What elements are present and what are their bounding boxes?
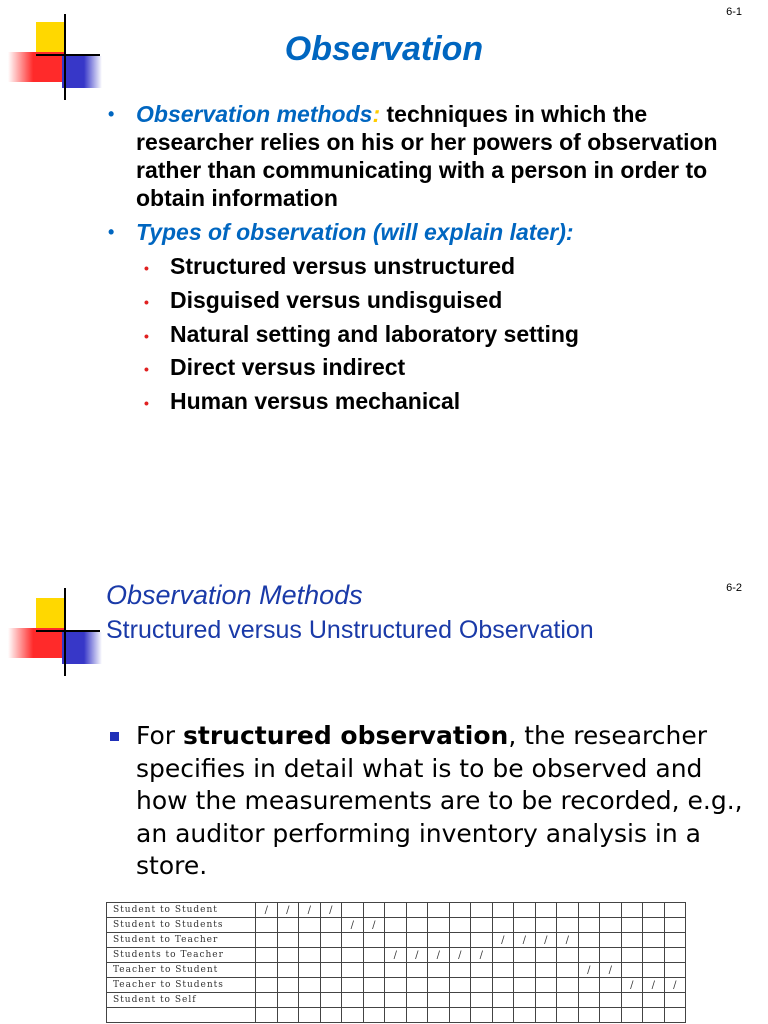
tally-cell	[277, 918, 299, 933]
tally-cell	[664, 948, 686, 963]
tally-cell: /	[514, 933, 536, 948]
tally-cell: /	[385, 948, 407, 963]
tally-cell	[428, 978, 450, 993]
table-row	[107, 903, 686, 918]
tally-cell	[535, 903, 557, 918]
tally-cell	[621, 963, 643, 978]
tally-cell: /	[621, 978, 643, 993]
tally-cell	[578, 993, 600, 1008]
tally-cell	[578, 918, 600, 933]
tally-cell	[256, 948, 278, 963]
sub-bullet-text: Human versus mechanical	[170, 388, 461, 415]
tally-cell	[557, 1008, 579, 1023]
tally-cell	[342, 903, 364, 918]
tally-cell	[557, 993, 579, 1008]
tally-cell	[578, 903, 600, 918]
tally-cell	[385, 903, 407, 918]
tally-cell: /	[428, 948, 450, 963]
sub-bullet-dot-icon: •	[144, 361, 149, 378]
tally-cell	[385, 993, 407, 1008]
tally-cell	[320, 933, 342, 948]
tally-cell	[643, 903, 665, 918]
tally-cell	[320, 948, 342, 963]
tally-cell: /	[449, 948, 471, 963]
tally-cell: /	[256, 903, 278, 918]
row-label: Student to Self	[107, 993, 256, 1008]
tally-cell	[600, 933, 622, 948]
tally-cell	[342, 1008, 364, 1023]
tally-cell	[277, 1008, 299, 1023]
bullet-structured-observation	[108, 720, 758, 883]
tally-cell	[535, 918, 557, 933]
bullet-text-pre: For	[136, 721, 184, 750]
tally-cell	[320, 978, 342, 993]
tally-cell	[557, 903, 579, 918]
tally-cell	[492, 948, 514, 963]
sub-bullet	[108, 252, 728, 280]
tally-cell	[299, 918, 321, 933]
tally-cell	[471, 993, 493, 1008]
tally-cell	[449, 933, 471, 948]
row-label	[107, 1008, 256, 1023]
tally-cell	[449, 903, 471, 918]
tally-cell	[643, 963, 665, 978]
sub-bullet-text: Natural setting and laboratory setting	[170, 320, 579, 347]
bullet-text-bold: structured observation	[183, 721, 509, 750]
tally-cell	[299, 963, 321, 978]
tally-cell: /	[363, 918, 385, 933]
tally-cell	[363, 993, 385, 1008]
tally-cell	[363, 963, 385, 978]
tally-cell	[342, 963, 364, 978]
sub-bullet	[108, 286, 728, 314]
sub-bullet-text: Direct versus indirect	[170, 354, 406, 381]
sub-bullet-dot-icon: •	[144, 293, 149, 310]
tally-cell	[406, 978, 428, 993]
tally-cell	[535, 978, 557, 993]
tally-cell	[428, 933, 450, 948]
tally-cell	[471, 963, 493, 978]
table-row	[107, 948, 686, 963]
tally-cell	[643, 993, 665, 1008]
tally-cell	[492, 1008, 514, 1023]
tally-cell	[664, 993, 686, 1008]
tally-cell	[320, 1008, 342, 1023]
bullet-observation-methods	[108, 100, 728, 212]
tally-cell	[406, 963, 428, 978]
tally-cell: /	[557, 933, 579, 948]
slide-number: 6-1	[726, 6, 742, 18]
tally-cell	[535, 1008, 557, 1023]
tally-cell	[578, 948, 600, 963]
tally-cell	[385, 1008, 407, 1023]
tally-cell: /	[406, 948, 428, 963]
bullet-list	[108, 100, 728, 421]
slide-2	[0, 560, 768, 1024]
tally-cell	[600, 948, 622, 963]
tally-cell	[363, 903, 385, 918]
tally-cell	[277, 993, 299, 1008]
tally-cell: /	[277, 903, 299, 918]
observation-tally-table	[106, 902, 686, 1023]
sub-bullet-dot-icon: •	[144, 395, 149, 412]
sub-bullet-dot-icon: •	[144, 260, 149, 276]
tally-cell	[406, 993, 428, 1008]
tally-cell	[277, 948, 299, 963]
tally-cell	[277, 963, 299, 978]
table-row	[107, 978, 686, 993]
tally-cell	[406, 918, 428, 933]
tally-cell	[492, 993, 514, 1008]
bullet-types-of-observation	[108, 218, 728, 246]
tally-cell	[342, 933, 364, 948]
tally-cell	[299, 993, 321, 1008]
tally-cell	[299, 978, 321, 993]
tally-cell: /	[320, 903, 342, 918]
tally-cell	[600, 903, 622, 918]
sub-bullet-text: Structured versus unstructured	[170, 253, 516, 279]
tally-cell	[535, 993, 557, 1008]
table-row	[107, 918, 686, 933]
tally-cell	[277, 978, 299, 993]
tally-cell	[643, 918, 665, 933]
tally-cell	[664, 963, 686, 978]
tally-cell	[492, 903, 514, 918]
tally-cell: /	[535, 933, 557, 948]
bullet-dot-icon: •	[108, 222, 115, 242]
sub-bullet	[108, 320, 728, 348]
tally-cell	[320, 993, 342, 1008]
tally-cell	[600, 993, 622, 1008]
table-row	[107, 963, 686, 978]
tally-cell	[471, 918, 493, 933]
tally-cell: /	[643, 978, 665, 993]
tally-cell	[406, 903, 428, 918]
tally-cell	[471, 933, 493, 948]
tally-cell	[514, 1008, 536, 1023]
tally-cell	[600, 918, 622, 933]
slide-title: Observation Methods	[106, 580, 363, 610]
tally-cell	[428, 903, 450, 918]
tally-cell	[514, 918, 536, 933]
tally-cell	[385, 918, 407, 933]
tally-cell	[514, 963, 536, 978]
sub-bullet	[108, 353, 728, 381]
tally-cell	[256, 963, 278, 978]
slide-subtitle: Structured versus Unstructured Observation	[106, 616, 594, 644]
tally-cell	[557, 963, 579, 978]
tally-cell	[385, 933, 407, 948]
tally-cell	[320, 963, 342, 978]
tally-cell	[342, 948, 364, 963]
tally-cell	[578, 1008, 600, 1023]
tally-cell	[621, 1008, 643, 1023]
tally-cell	[492, 963, 514, 978]
tally-cell	[492, 918, 514, 933]
sub-bullet-dot-icon: •	[144, 327, 149, 344]
bullet-dot-icon: •	[108, 104, 115, 124]
tally-cell	[578, 978, 600, 993]
tally-cell: /	[342, 918, 364, 933]
tally-cell	[320, 918, 342, 933]
tally-cell	[621, 993, 643, 1008]
tally-cell: /	[299, 903, 321, 918]
slide-number: 6-2	[726, 582, 742, 594]
sub-bullet-text: Disguised versus undisguised	[170, 286, 503, 313]
sub-bullet	[108, 387, 728, 415]
tally-cell	[256, 933, 278, 948]
tally-cell	[471, 1008, 493, 1023]
tally-cell	[600, 978, 622, 993]
tally-cell: /	[492, 933, 514, 948]
tally-cell	[621, 903, 643, 918]
tally-cell	[471, 978, 493, 993]
tally-cell	[256, 978, 278, 993]
tally-cell	[621, 933, 643, 948]
tally-cell	[406, 1008, 428, 1023]
tally-cell	[449, 993, 471, 1008]
tally-cell	[406, 933, 428, 948]
tally-cell	[514, 948, 536, 963]
tally-cell	[428, 993, 450, 1008]
tally-cell	[557, 948, 579, 963]
tally-cell: /	[600, 963, 622, 978]
tally-cell	[363, 1008, 385, 1023]
tally-cell	[385, 978, 407, 993]
tally-cell	[256, 918, 278, 933]
tally-cell	[299, 1008, 321, 1023]
row-label: Students to Teacher	[107, 948, 256, 963]
tally-cell	[600, 1008, 622, 1023]
tally-cell	[514, 978, 536, 993]
row-label: Student to Student	[107, 903, 256, 918]
tally-cell	[621, 918, 643, 933]
square-bullet-icon	[110, 732, 119, 741]
row-label: Teacher to Students	[107, 978, 256, 993]
tally-cell	[535, 948, 557, 963]
row-label: Teacher to Student	[107, 963, 256, 978]
tally-cell	[428, 918, 450, 933]
tally-cell: /	[578, 963, 600, 978]
tally-cell	[428, 963, 450, 978]
tally-cell	[342, 978, 364, 993]
term-colon: :	[372, 101, 381, 127]
tally-cell	[535, 963, 557, 978]
tally-cell	[449, 1008, 471, 1023]
slide-title: Observation	[284, 30, 484, 68]
table-row	[107, 1008, 686, 1023]
tally-cell	[557, 918, 579, 933]
term: Types of observation (will explain later):	[136, 219, 574, 245]
tally-cell	[256, 1008, 278, 1023]
row-label: Student to Students	[107, 918, 256, 933]
tally-cell	[664, 1008, 686, 1023]
tally-cell	[363, 933, 385, 948]
tally-cell	[514, 903, 536, 918]
tally-cell	[643, 948, 665, 963]
tally-cell	[342, 993, 364, 1008]
tally-cell	[643, 933, 665, 948]
tally-cell	[449, 918, 471, 933]
tally-cell	[621, 948, 643, 963]
tally-cell: /	[471, 948, 493, 963]
term: Observation methods	[136, 101, 373, 127]
tally-cell	[449, 978, 471, 993]
tally-cell	[578, 933, 600, 948]
tally-cell	[299, 948, 321, 963]
tally-cell	[664, 903, 686, 918]
tally-cell	[385, 963, 407, 978]
tally-cell	[471, 903, 493, 918]
tally-cell	[643, 1008, 665, 1023]
tally-cell	[664, 933, 686, 948]
tally-cell	[277, 933, 299, 948]
table-row	[107, 933, 686, 948]
tally-cell	[363, 948, 385, 963]
tally-cell	[428, 1008, 450, 1023]
tally-cell	[256, 993, 278, 1008]
tally-cell	[664, 918, 686, 933]
slide-decoration	[8, 588, 108, 678]
tally-cell	[492, 978, 514, 993]
tally-cell	[363, 978, 385, 993]
row-label: Student to Teacher	[107, 933, 256, 948]
tally-cell	[557, 978, 579, 993]
tally-cell: /	[664, 978, 686, 993]
definition-text: techniques in which the researcher relies on his or her powers of observation rather than communicating with a person in order to obtain information	[136, 101, 718, 211]
table-row	[107, 993, 686, 1008]
tally-cell	[449, 963, 471, 978]
bullet-list	[108, 720, 758, 883]
tally-cell	[299, 933, 321, 948]
tally-cell	[514, 993, 536, 1008]
bullet-text-post: , the researcher specifies in detail what is to be observed and how the measurements are to be recorded, e.g., an auditor performing inventory analysis in a store.	[136, 721, 743, 880]
